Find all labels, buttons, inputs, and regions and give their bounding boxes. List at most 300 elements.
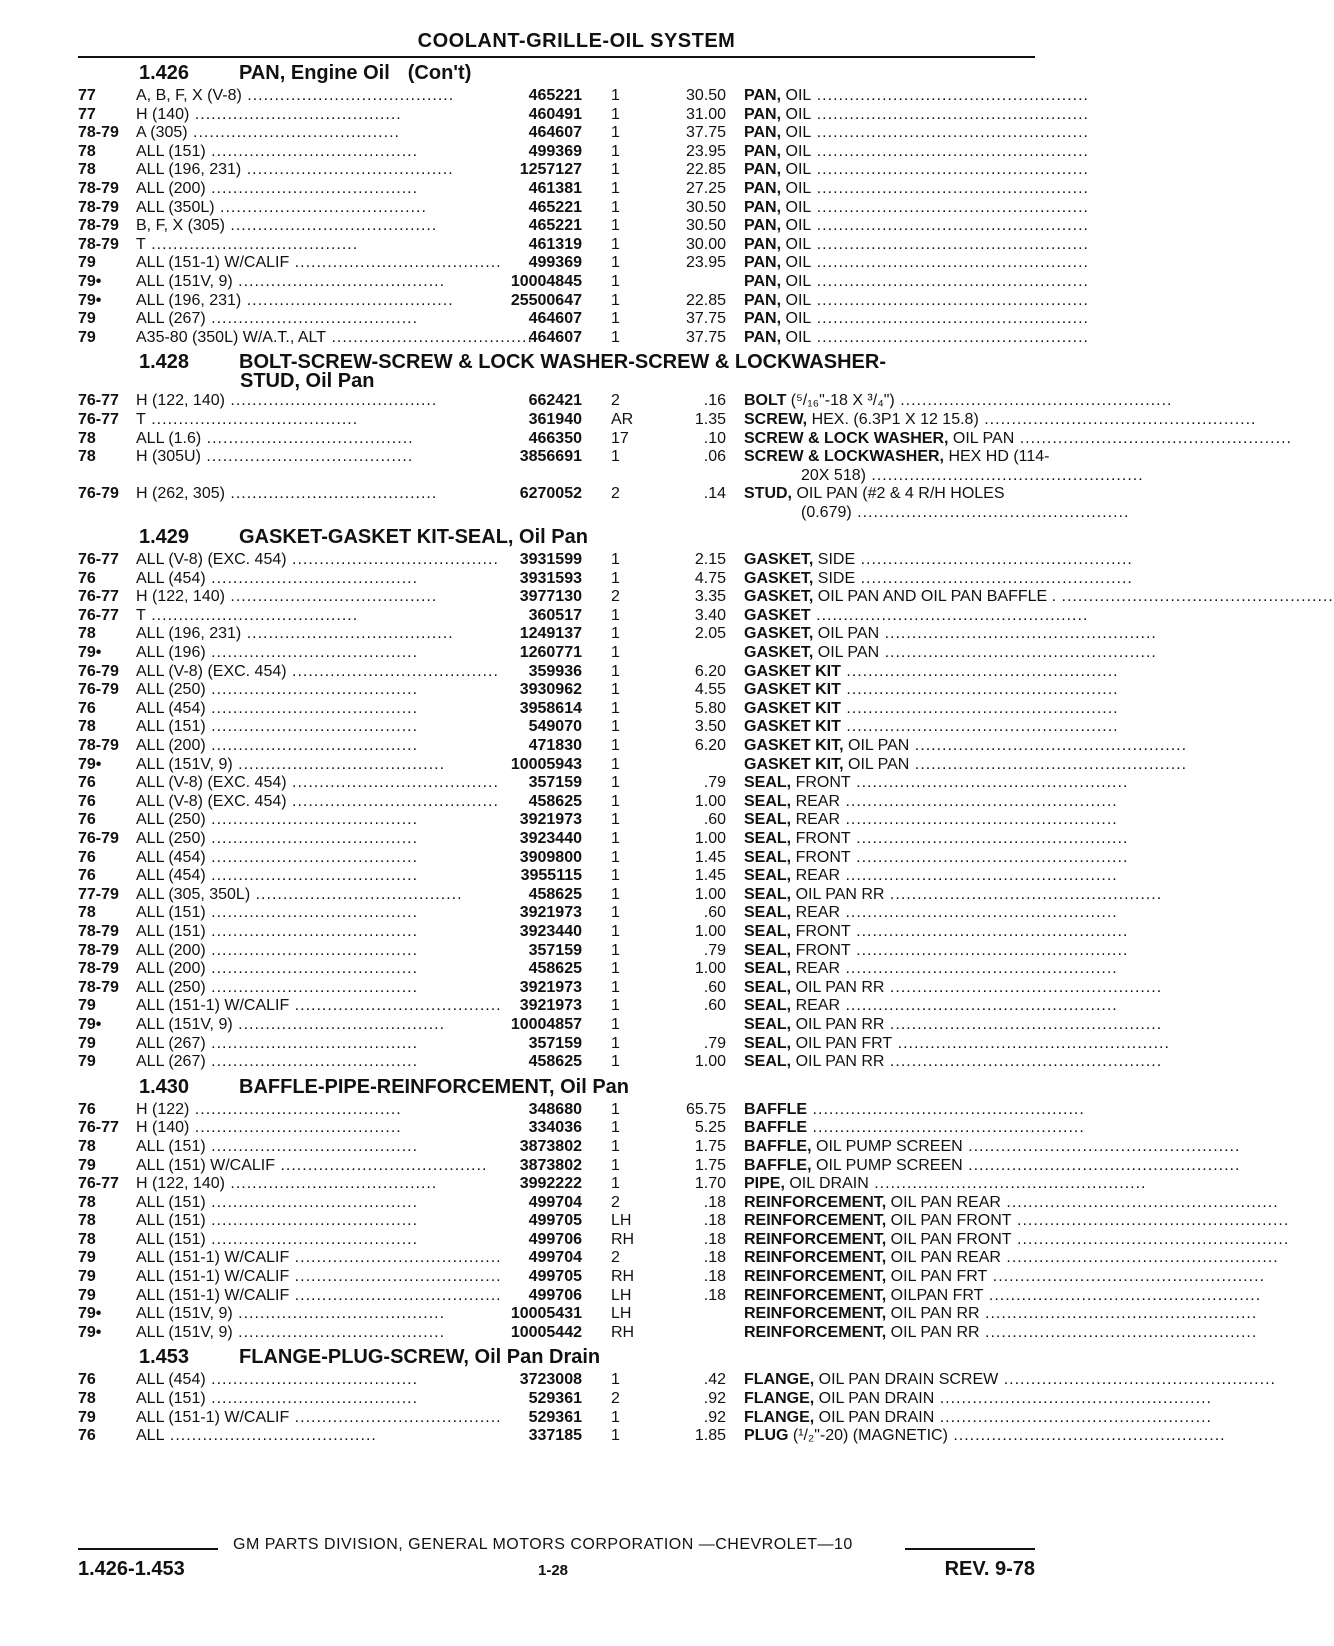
part-number: 1257127 (519, 161, 582, 179)
application-text: ALL (V-8) (EXC. 454) (136, 551, 287, 569)
description-keyword: REINFORCEMENT, (744, 1323, 887, 1341)
leader-dots: .................................................. (811, 310, 1089, 328)
model-year: 76-77 (78, 1175, 119, 1193)
part-number: 10005943 (510, 755, 582, 773)
application-text: ALL (151-1) W/CALIF (136, 1268, 290, 1286)
part-row (78, 105, 1089, 125)
model-year: 79 (78, 1408, 96, 1426)
quantity: 1 (611, 1100, 620, 1118)
leader-dots: ...................................... (205, 681, 419, 699)
quantity: 1 (611, 328, 620, 346)
description (744, 718, 1119, 737)
part-number: 461319 (528, 235, 582, 253)
quantity: 1 (611, 217, 620, 235)
leader-dots: .................................................. (811, 124, 1089, 142)
description (744, 1427, 1226, 1446)
quantity: 1 (611, 161, 620, 179)
leader-dots: .................................................. (811, 235, 1089, 253)
quantity: 1 (611, 1137, 620, 1155)
leader-dots: .................................................. (983, 1286, 1262, 1304)
description-keyword: GASKET, (744, 625, 814, 643)
model-year: 78-79 (78, 179, 119, 197)
part-row (78, 1137, 1241, 1157)
description-detail: OIL PAN DRAIN (814, 1390, 935, 1408)
model-year: 78-79 (78, 960, 119, 978)
application-text: ALL (200) (136, 960, 206, 978)
part-number: 3921973 (519, 978, 582, 996)
part-number: 357159 (528, 941, 582, 959)
price: 4.75 (694, 569, 726, 587)
section-title: PAN, Engine Oil (239, 62, 390, 84)
leader-dots: ...................................... (205, 142, 419, 160)
application-text: ALL (151-1) W/CALIF (136, 1249, 290, 1267)
description-keyword: BAFFLE, (744, 1137, 812, 1155)
part-number: 360517 (528, 606, 582, 624)
quantity: 1 (611, 644, 620, 662)
leader-dots: ...................................... (241, 625, 454, 643)
leader-dots: .................................................. (884, 1015, 1163, 1033)
part-row (78, 161, 1089, 180)
model-year: 79 (78, 1249, 96, 1267)
description (744, 1249, 1279, 1268)
description-keyword: REINFORCEMENT, (744, 1286, 887, 1304)
description-keyword: REINFORCEMENT, (744, 1193, 887, 1211)
leader-dots: .................................................. (811, 272, 1089, 290)
quantity: 1 (611, 755, 620, 773)
description-detail: OIL PAN FRT (886, 1268, 988, 1286)
part-row (78, 485, 1130, 522)
leader-dots: ...................................... (205, 179, 419, 197)
application-text: ALL (350L) (136, 198, 215, 216)
price: 2.15 (694, 551, 726, 569)
quantity: 1 (611, 1034, 620, 1052)
part-row (78, 179, 1089, 199)
leader-dots: .................................................. (811, 217, 1089, 235)
part-number: 3931599 (519, 551, 582, 569)
quantity: LH (611, 1305, 632, 1323)
part-row (78, 429, 1292, 449)
description-detail: OIL PAN FRT (791, 1034, 893, 1052)
part-row (78, 1305, 1258, 1324)
price: .18 (703, 1193, 726, 1211)
description-keyword: PAN, (744, 254, 782, 272)
part-number: 466350 (528, 429, 582, 447)
application-text: ALL (267) (136, 1034, 206, 1052)
price: .79 (703, 941, 726, 959)
description-keyword: SEAL, (744, 867, 792, 885)
description-keyword: REINFORCEMENT, (744, 1212, 887, 1230)
section-subtitle: (Con't) (407, 62, 472, 84)
part-number: 10005431 (510, 1305, 582, 1323)
application-text: ALL (454) (136, 699, 206, 717)
part-row (78, 124, 1089, 143)
description (744, 235, 1089, 255)
description-keyword: PAN, (744, 124, 782, 142)
leader-dots: .................................................. (840, 681, 1119, 699)
quantity: 1 (611, 811, 620, 829)
description-detail: OILPAN FRT (886, 1286, 984, 1304)
part-number: 361940 (528, 410, 582, 428)
part-number: 499369 (528, 142, 582, 160)
leader-dots: .................................................. (855, 569, 1133, 587)
leader-dots: .................................................. (998, 1371, 1276, 1389)
model-year: 79 (78, 1053, 96, 1071)
leader-dots: .................................................. (879, 644, 1157, 662)
footer-rule-left (78, 1548, 218, 1550)
price: .06 (703, 448, 726, 466)
leader-dots: ...................................... (241, 291, 454, 309)
part-number: 6270052 (519, 485, 582, 503)
price: 2.05 (694, 625, 726, 643)
quantity: 1 (611, 774, 620, 792)
part-row (78, 1119, 1085, 1138)
leader-dots: ...................................... (205, 1390, 419, 1408)
description (744, 755, 1188, 775)
model-year: 76-79 (78, 662, 119, 680)
part-number: 3921973 (519, 904, 582, 922)
description-detail: OIL PAN (843, 755, 910, 773)
part-row (78, 792, 1118, 812)
description-keyword: GASKET KIT, (744, 755, 844, 773)
footer-division-line (78, 1536, 1035, 1558)
quantity: LH (611, 1286, 632, 1304)
leader-dots: ...................................... (205, 830, 419, 847)
price: 1.75 (694, 1137, 726, 1155)
description-keyword: GASKET, (744, 588, 814, 606)
part-number: 10005442 (510, 1323, 582, 1341)
part-number: 662421 (528, 392, 582, 410)
section-number: 1.426 (139, 62, 190, 84)
quantity: 1 (611, 922, 620, 940)
model-year: 76 (78, 699, 96, 717)
description (744, 699, 1119, 719)
description (744, 1053, 1163, 1072)
leader-dots: .................................................. (850, 774, 1129, 792)
section-title-continued: STUD, Oil Pan (240, 370, 375, 393)
leader-dots: ...................................... (275, 1156, 488, 1174)
leader-dots: .................................................. (1056, 588, 1334, 606)
leader-dots: .................................................. (909, 737, 1188, 755)
price: .10 (703, 429, 726, 447)
footer-page-number: 1-28 (538, 1562, 569, 1579)
quantity: 1 (611, 1175, 620, 1193)
description-detail: OIL (781, 161, 812, 179)
leader-dots: .................................................. (1000, 1193, 1279, 1211)
leader-dots: ...................................... (232, 272, 446, 290)
part-row (78, 551, 1133, 570)
description (744, 198, 1089, 218)
part-row (78, 625, 1157, 644)
application-text: ALL (V-8) (EXC. 454) (136, 774, 287, 792)
description-keyword: FLANGE, (744, 1371, 815, 1389)
model-year: 76 (78, 792, 96, 810)
part-number: 499369 (528, 254, 582, 272)
model-year: 77 (78, 87, 96, 104)
part-number: 357159 (528, 774, 582, 792)
price: .18 (703, 1249, 726, 1267)
leader-dots: ...................................... (189, 105, 402, 123)
price: 4.55 (694, 681, 726, 699)
model-year: 79• (78, 1323, 102, 1341)
application-text: A (305) (136, 124, 188, 142)
part-number: 499704 (528, 1193, 582, 1211)
description (744, 1175, 1147, 1194)
description-keyword: STUD, (744, 485, 792, 503)
leader-dots: ...................................... (187, 124, 400, 142)
description (744, 1305, 1258, 1324)
description-keyword: PAN, (744, 142, 782, 160)
application-text: ALL (454) (136, 867, 206, 885)
footer-rule-right (905, 1548, 1035, 1550)
description (744, 904, 1118, 923)
sections-container (78, 60, 1334, 1446)
leader-dots: ...................................... (286, 662, 499, 680)
description-detail: OIL (781, 235, 812, 253)
application-text: T (136, 410, 146, 428)
price: 1.45 (694, 848, 726, 866)
price: 37.75 (685, 328, 726, 346)
leader-dots: ...................................... (205, 904, 419, 922)
model-year: 79 (78, 1286, 96, 1304)
price: 30.50 (685, 217, 726, 235)
part-number: 3923440 (519, 922, 582, 940)
price: 1.75 (694, 1156, 726, 1174)
application-text: ALL (151V, 9) (136, 1323, 233, 1341)
description-detail: OIL PAN (813, 625, 880, 643)
leader-dots: .................................................. (1011, 1230, 1290, 1248)
description-keyword: SEAL, (744, 1034, 792, 1052)
description-detail: REAR (791, 960, 841, 978)
leader-dots: ...................................... (224, 392, 438, 410)
leader-dots: .................................................. (811, 161, 1089, 179)
application-text: ALL (267) (136, 310, 206, 328)
leader-dots: .................................................. (962, 1137, 1241, 1155)
leader-dots: .................................................. (987, 1268, 1266, 1286)
part-number: 3930962 (519, 681, 582, 699)
application-text: T (136, 235, 146, 253)
part-number: 337185 (528, 1427, 582, 1445)
application-text: ALL (267) (136, 1053, 206, 1071)
description-keyword: REINFORCEMENT, (744, 1268, 887, 1286)
description-keyword: PAN, (744, 87, 782, 104)
description (744, 978, 1163, 998)
description-keyword: BAFFLE (744, 1119, 808, 1137)
leader-dots: .................................................. (892, 1034, 1170, 1052)
section (78, 1344, 1276, 1445)
price: .18 (703, 1212, 726, 1230)
price: 22.85 (685, 161, 726, 179)
leader-dots: .................................................. (947, 1427, 1226, 1445)
part-row (78, 272, 1089, 292)
model-year: 76 (78, 867, 96, 885)
leader-dots: .................................................. (811, 142, 1089, 160)
description (744, 1230, 1290, 1250)
description-keyword: PAN, (744, 161, 782, 179)
quantity: 17 (611, 429, 629, 447)
model-year: 78 (78, 625, 96, 643)
model-year: 78 (78, 718, 96, 736)
leader-dots: ...................................... (232, 755, 446, 773)
description-detail: OIL PAN FRONT (886, 1230, 1012, 1248)
section-heading (78, 60, 1035, 87)
application-text: ALL (151) (136, 922, 206, 940)
leader-dots: ...................................... (205, 644, 419, 662)
leader-dots: .................................................. (868, 1175, 1147, 1193)
description-keyword: SEAL, (744, 830, 792, 847)
model-year: 79• (78, 291, 102, 309)
leader-dots: ...................................... (205, 978, 419, 996)
model-year: 79• (78, 272, 102, 290)
price: 31.00 (685, 105, 726, 123)
part-row (78, 1100, 1085, 1120)
part-row (78, 1268, 1266, 1287)
leader-dots: ...................................... (189, 1100, 402, 1118)
quantity: 1 (611, 87, 620, 104)
application-text: ALL (151) (136, 1212, 206, 1230)
price: 5.25 (694, 1119, 726, 1137)
leader-dots: .................................................. (811, 291, 1089, 309)
model-year: 79 (78, 997, 96, 1015)
leader-dots: .................................................. (884, 885, 1163, 903)
description (744, 272, 1089, 292)
part-number: 458625 (528, 792, 582, 810)
application-text: T (136, 606, 146, 624)
application-text: ALL (151) (136, 1230, 206, 1248)
leader-dots: ...................................... (214, 198, 427, 216)
application-text: ALL (151V, 9) (136, 1015, 233, 1033)
part-number: 3923440 (519, 830, 582, 847)
leader-dots: ...................................... (205, 922, 419, 940)
part-number: 25500647 (510, 291, 582, 309)
quantity: RH (611, 1268, 635, 1286)
part-row (78, 755, 1188, 775)
part-number: 465221 (528, 217, 582, 235)
leader-dots: .................................................. (840, 867, 1118, 885)
part-row (78, 1193, 1279, 1213)
part-row (78, 830, 1129, 849)
model-year: 76-77 (78, 410, 119, 428)
model-year: 76-77 (78, 1119, 119, 1137)
description (744, 161, 1089, 180)
price: 1.00 (694, 1053, 726, 1071)
description (744, 429, 1292, 449)
application-text: ALL (196, 231) (136, 161, 242, 179)
description (744, 410, 1257, 430)
description-continued-text: (0.679) (801, 503, 852, 521)
quantity: 2 (611, 588, 620, 606)
quantity: RH (611, 1323, 635, 1341)
part-row (78, 997, 1118, 1016)
part-number: 465221 (528, 87, 582, 104)
application-text: ALL (250) (136, 681, 206, 699)
leader-dots: ...................................... (289, 1268, 502, 1286)
description (744, 1212, 1290, 1231)
price: 1.00 (694, 792, 726, 810)
model-year: 76-77 (78, 588, 119, 606)
price: 1.00 (694, 885, 726, 903)
price: 1.70 (694, 1175, 726, 1193)
section (78, 60, 1089, 347)
price: .18 (703, 1268, 726, 1286)
model-year: 76 (78, 569, 96, 587)
description-keyword: SEAL, (744, 1053, 792, 1071)
description-detail: FRONT (791, 848, 851, 866)
part-number: 3856691 (519, 448, 582, 466)
quantity: 2 (611, 485, 620, 503)
application-text: ALL (151-1) W/CALIF (136, 254, 290, 272)
part-number: 3909800 (519, 848, 582, 866)
application-text: ALL (200) (136, 941, 206, 959)
quantity: 1 (611, 551, 620, 569)
description (744, 179, 1089, 199)
description-detail: REAR (791, 811, 841, 829)
part-row (78, 737, 1188, 756)
description-keyword: PAN, (744, 328, 782, 346)
leader-dots: ...................................... (224, 217, 438, 235)
quantity: 1 (611, 1119, 620, 1137)
description-detail: OIL PAN RR (791, 978, 885, 996)
leader-dots: ...................................... (205, 1137, 419, 1155)
description-detail: REAR (791, 904, 841, 922)
quantity: 1 (611, 1427, 620, 1445)
leader-dots: ...................................... (289, 254, 502, 272)
leader-dots: .................................................. (810, 606, 1089, 624)
model-year: 79 (78, 1268, 96, 1286)
leader-dots: ...................................... (205, 569, 419, 587)
leader-dots: .................................................. (811, 328, 1089, 346)
part-number: 3921973 (519, 811, 582, 829)
model-year: 79 (78, 254, 96, 272)
description (744, 392, 1173, 411)
leader-dots: ...................................... (205, 1230, 419, 1248)
description-keyword: SEAL, (744, 997, 792, 1015)
description-detail: OIL PAN (843, 737, 910, 755)
model-year: 76 (78, 774, 96, 792)
model-year: 76-77 (78, 392, 119, 410)
quantity: 1 (611, 448, 620, 466)
leader-dots: .................................................. (894, 392, 1173, 410)
quantity: 1 (611, 198, 620, 216)
part-number: 471830 (528, 737, 582, 755)
price: .92 (703, 1390, 726, 1408)
leader-dots: ...................................... (205, 867, 419, 885)
model-year: 78 (78, 1390, 96, 1408)
quantity: 1 (611, 1371, 620, 1389)
price: 30.50 (685, 198, 726, 216)
model-year: 79• (78, 1305, 102, 1323)
part-number: 464607 (528, 124, 582, 142)
leader-dots: ...................................... (189, 1119, 402, 1137)
part-row (78, 310, 1089, 329)
description (744, 960, 1118, 979)
description-detail: OIL DRAIN (784, 1175, 869, 1193)
model-year: 78 (78, 429, 96, 447)
model-year: 78 (78, 448, 96, 466)
leader-dots: ...................................... (241, 87, 455, 104)
leader-dots: .................................................. (884, 1053, 1163, 1071)
leader-dots: .................................................. (840, 718, 1119, 736)
part-row (78, 1175, 1147, 1194)
quantity: 1 (611, 867, 620, 885)
section-heading (78, 1074, 1035, 1101)
part-row (78, 1371, 1276, 1390)
description-detail: OIL (781, 198, 812, 216)
description-keyword: GASKET KIT (744, 718, 841, 736)
quantity: 1 (611, 978, 620, 996)
leader-dots: ...................................... (205, 737, 419, 755)
application-text: ALL (151) (136, 142, 206, 160)
description-detail: OIL PAN RR (886, 1305, 980, 1323)
